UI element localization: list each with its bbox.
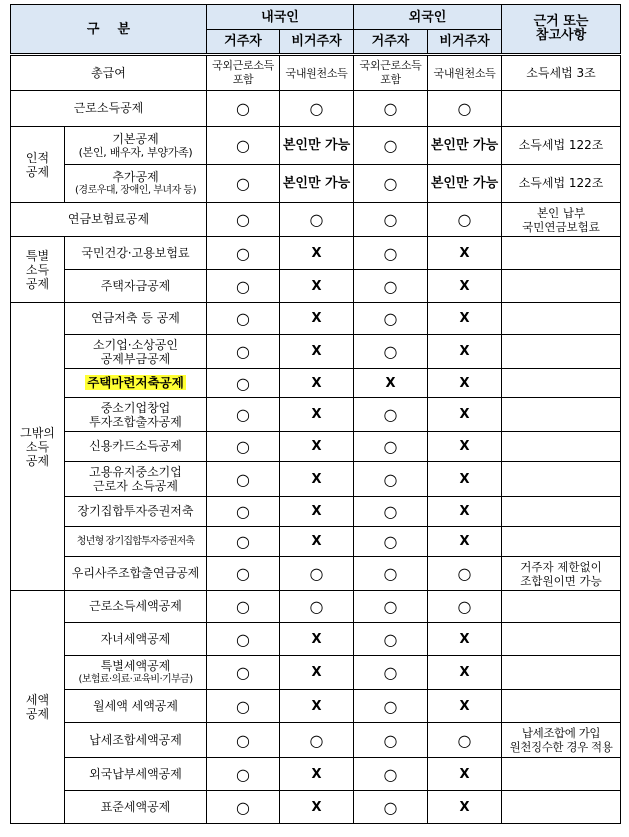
row-label: 표준세액공제 [65, 791, 207, 824]
circle-mark: ○ [428, 723, 502, 758]
note-cell [502, 432, 621, 462]
row-label: 고용유지중소기업 근로자 소득공제 [65, 462, 207, 497]
circle-mark: ○ [354, 623, 428, 656]
group-personal: 인적 공제 [11, 127, 65, 203]
x-mark: X [428, 758, 502, 791]
row-earned-income-credit [11, 591, 621, 623]
row-label: 기본공제 (본인, 배우자, 부양가족) [65, 127, 207, 165]
row-long-term-fund [11, 497, 621, 527]
circle-mark: ○ [280, 91, 354, 127]
row-youth-fund [11, 527, 621, 557]
row-label: 주택자금공제 [65, 270, 207, 303]
note-cell [502, 398, 621, 432]
row-standard-credit [11, 791, 621, 824]
circle-mark: ○ [280, 203, 354, 237]
row-credit-card [11, 432, 621, 462]
circle-mark: ○ [354, 791, 428, 824]
circle-mark: ○ [207, 527, 280, 557]
circle-mark: ○ [428, 591, 502, 623]
circle-mark: ○ [354, 270, 428, 303]
self-only-mark: 본인만 가능 [428, 127, 502, 165]
circle-mark: ○ [354, 303, 428, 335]
note-cell [502, 462, 621, 497]
row-label: 자녀세액공제 [65, 623, 207, 656]
circle-mark: ○ [207, 591, 280, 623]
row-label: 근로소득공제 [11, 91, 207, 127]
x-mark: X [280, 497, 354, 527]
circle-mark: ○ [207, 623, 280, 656]
row-housing-savings [11, 369, 621, 398]
x-mark: X [428, 237, 502, 270]
x-mark: X [428, 497, 502, 527]
row-label: 월세액 세액공제 [65, 690, 207, 723]
row-label: 근로소득세액공제 [65, 591, 207, 623]
note-cell [502, 656, 621, 690]
note-cell [502, 270, 621, 303]
circle-mark: ○ [207, 237, 280, 270]
circle-mark: ○ [428, 203, 502, 237]
cell-text: 국내원천소득 [428, 55, 502, 91]
x-mark: X [428, 398, 502, 432]
note-cell [502, 623, 621, 656]
note-cell: 소득세법 122조 [502, 127, 621, 165]
x-mark: X [428, 335, 502, 369]
self-only-mark: 본인만 가능 [280, 127, 354, 165]
circle-mark: ○ [354, 398, 428, 432]
circle-mark: ○ [207, 165, 280, 203]
header-category: 구 분 [11, 5, 207, 55]
x-mark: X [280, 398, 354, 432]
row-esop [11, 557, 621, 591]
x-mark: X [280, 237, 354, 270]
row-total-salary [11, 55, 621, 91]
header-domestic-resident: 거주자 [207, 30, 280, 55]
circle-mark: ○ [207, 335, 280, 369]
circle-mark: ○ [354, 557, 428, 591]
x-mark: X [354, 369, 428, 398]
circle-mark: ○ [428, 557, 502, 591]
x-mark: X [280, 656, 354, 690]
note-cell [502, 237, 621, 270]
note-cell: 납세조합에 가입 원천징수한 경우 적용 [502, 723, 621, 758]
row-label: 연금보험료공제 [11, 203, 207, 237]
circle-mark: ○ [354, 723, 428, 758]
note-cell [502, 527, 621, 557]
note-cell [502, 369, 621, 398]
header-domestic-nonresident: 비거주자 [280, 30, 354, 55]
row-label: 총급여 [11, 55, 207, 91]
note-cell: 소득세법 3조 [502, 55, 621, 91]
x-mark: X [428, 303, 502, 335]
group-tax-credit: 세액 공제 [11, 591, 65, 824]
x-mark: X [280, 527, 354, 557]
row-label: 청년형 장기집합투자증권저축 [65, 527, 207, 557]
header-row-1 [11, 5, 621, 30]
x-mark: X [428, 690, 502, 723]
x-mark: X [428, 527, 502, 557]
circle-mark: ○ [354, 462, 428, 497]
circle-mark: ○ [354, 527, 428, 557]
circle-mark: ○ [354, 91, 428, 127]
circle-mark: ○ [354, 758, 428, 791]
row-special-credit [11, 656, 621, 690]
circle-mark: ○ [207, 791, 280, 824]
x-mark: X [428, 623, 502, 656]
row-taxpayer-union-credit [11, 723, 621, 758]
circle-mark: ○ [354, 165, 428, 203]
circle-mark: ○ [207, 656, 280, 690]
circle-mark: ○ [207, 369, 280, 398]
circle-mark: ○ [354, 656, 428, 690]
header-foreign-resident: 거주자 [354, 30, 428, 55]
row-label: 신용카드소득공제 [65, 432, 207, 462]
row-housing-fund [11, 270, 621, 303]
circle-mark: ○ [428, 91, 502, 127]
circle-mark: ○ [207, 91, 280, 127]
cell-text: 국외근로소득 포함 [207, 55, 280, 91]
circle-mark: ○ [280, 557, 354, 591]
circle-mark: ○ [354, 432, 428, 462]
row-health-insurance [11, 237, 621, 270]
row-label [65, 369, 207, 398]
row-child-credit [11, 623, 621, 656]
x-mark: X [280, 462, 354, 497]
row-earned-income-deduction [11, 91, 621, 127]
circle-mark: ○ [207, 557, 280, 591]
circle-mark: ○ [354, 335, 428, 369]
row-label: 특별세액공제 (보험료·의료·교육비·기부금) [65, 656, 207, 690]
note-cell [502, 758, 621, 791]
circle-mark: ○ [207, 723, 280, 758]
circle-mark: ○ [354, 591, 428, 623]
row-label: 외국납부세액공제 [65, 758, 207, 791]
note-cell [502, 303, 621, 335]
circle-mark: ○ [207, 758, 280, 791]
self-only-mark: 본인만 가능 [280, 165, 354, 203]
x-mark: X [280, 690, 354, 723]
x-mark: X [428, 270, 502, 303]
x-mark: X [428, 462, 502, 497]
note-cell: 거주자 제한없이 조합원이면 가능 [502, 557, 621, 591]
x-mark: X [280, 270, 354, 303]
x-mark: X [280, 791, 354, 824]
note-cell: 본인 납부 국민연금보험료 [502, 203, 621, 237]
group-special: 특별 소득 공제 [11, 237, 65, 303]
x-mark: X [280, 303, 354, 335]
header-foreign: 외국인 [354, 5, 502, 30]
circle-mark: ○ [354, 203, 428, 237]
deduction-comparison-table [10, 4, 621, 824]
circle-mark: ○ [280, 723, 354, 758]
note-cell [502, 591, 621, 623]
circle-mark: ○ [354, 127, 428, 165]
circle-mark: ○ [207, 303, 280, 335]
self-only-mark: 본인만 가능 [428, 165, 502, 203]
circle-mark: ○ [207, 462, 280, 497]
x-mark: X [280, 623, 354, 656]
row-pension-insurance [11, 203, 621, 237]
note-cell [502, 335, 621, 369]
row-label: 중소기업창업 투자조합출자공제 [65, 398, 207, 432]
row-label: 국민건강·고용보험료 [65, 237, 207, 270]
row-foreign-tax-credit [11, 758, 621, 791]
row-label: 연금저축 등 공제 [65, 303, 207, 335]
note-cell [502, 791, 621, 824]
circle-mark: ○ [207, 270, 280, 303]
circle-mark: ○ [354, 690, 428, 723]
header-domestic: 내국인 [207, 5, 354, 30]
x-mark: X [428, 791, 502, 824]
row-label: 장기집합투자증권저축 [65, 497, 207, 527]
x-mark: X [280, 369, 354, 398]
row-label: 우리사주조합출연금공제 [65, 557, 207, 591]
row-sme-startup [11, 398, 621, 432]
circle-mark: ○ [354, 497, 428, 527]
group-other: 그밖의 소득 공제 [11, 303, 65, 591]
x-mark: X [428, 656, 502, 690]
circle-mark: ○ [207, 497, 280, 527]
row-rent-credit [11, 690, 621, 723]
circle-mark: ○ [207, 398, 280, 432]
note-cell [502, 91, 621, 127]
row-basic-deduction [11, 127, 621, 165]
row-pension-savings [11, 303, 621, 335]
circle-mark: ○ [207, 203, 280, 237]
header-foreign-nonresident: 비거주자 [428, 30, 502, 55]
x-mark: X [280, 758, 354, 791]
note-cell [502, 497, 621, 527]
circle-mark: ○ [207, 690, 280, 723]
circle-mark: ○ [207, 127, 280, 165]
x-mark: X [428, 432, 502, 462]
row-additional-deduction [11, 165, 621, 203]
x-mark: X [280, 335, 354, 369]
cell-text: 국내원천소득 [280, 55, 354, 91]
header-basis: 근거 또는 참고사항 [502, 5, 621, 55]
circle-mark: ○ [354, 237, 428, 270]
note-cell [502, 690, 621, 723]
circle-mark: ○ [280, 591, 354, 623]
note-cell: 소득세법 122조 [502, 165, 621, 203]
row-label: 추가공제 (경로우대, 장애인, 부녀자 등) [65, 165, 207, 203]
cell-text: 국외근로소득 포함 [354, 55, 428, 91]
row-label: 납세조합세액공제 [65, 723, 207, 758]
x-mark: X [428, 369, 502, 398]
highlighted-label: 주택마련저축공제 [87, 375, 184, 390]
row-label: 소기업·소상공인 공제부금공제 [65, 335, 207, 369]
row-small-business [11, 335, 621, 369]
row-employment-sme [11, 462, 621, 497]
x-mark: X [280, 432, 354, 462]
circle-mark: ○ [207, 432, 280, 462]
